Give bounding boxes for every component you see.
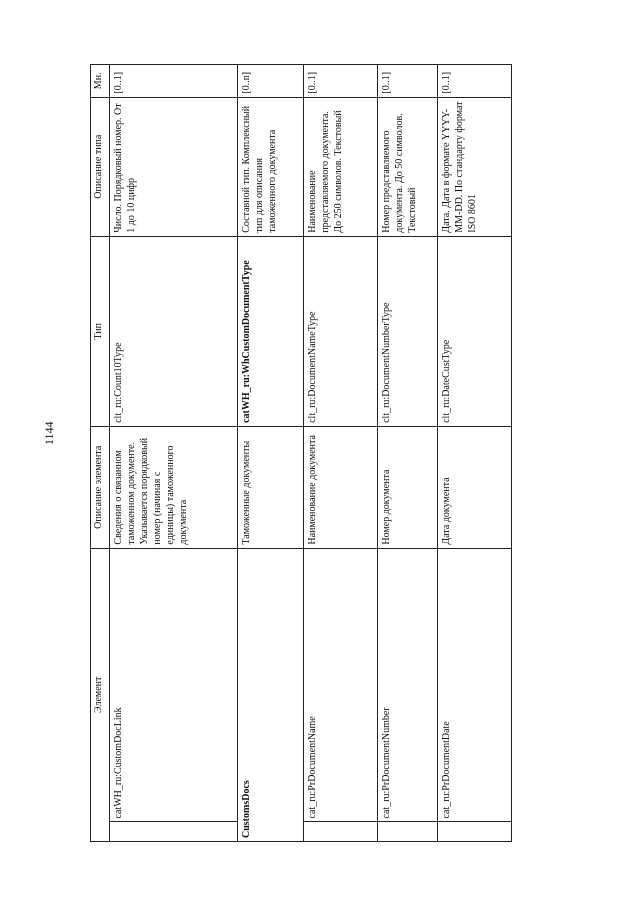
cell-type: clt_ru:DocumentNumberType [377, 236, 437, 426]
cell-type-desc: Число. Порядковый номер. От 1 до 10 цифр [110, 97, 238, 236]
indent-cell [303, 822, 377, 842]
cell-element-desc: Наименование документа [303, 426, 377, 548]
header-type: Тип [91, 236, 110, 426]
cell-type: clt_ru:DocumentNameType [303, 236, 377, 426]
cell-element: CustomsDocs [237, 548, 303, 841]
cell-element-desc: Дата документа [437, 426, 511, 548]
header-type-desc: Описание типа [91, 97, 110, 236]
cell-mn: [0..1] [377, 65, 437, 98]
table-row [110, 65, 238, 842]
cell-mn: [0..1] [110, 65, 238, 98]
header-element: Элемент [91, 548, 110, 841]
indent-cell [437, 822, 511, 842]
cell-element-desc: Таможенные документы [237, 426, 303, 548]
header-element-desc: Описание элемента [91, 426, 110, 548]
cell-element: cat_ru:PrDocumentDate [437, 548, 511, 822]
indent-cell [377, 822, 437, 842]
cell-type-desc: Составной тип. Комплексный тип для описания таможенного документа [237, 97, 303, 236]
table-row [377, 65, 437, 842]
cell-type-desc: Номер представляемого документа. До 50 символов. Текстовый [377, 97, 437, 236]
page-number: 1144 [42, 421, 56, 445]
cell-mn: [0..1] [437, 65, 511, 98]
cell-type: clt_ru:DateCustType [437, 236, 511, 426]
cell-mn: [0..1] [303, 65, 377, 98]
cell-element: catWH_ru:CustomDocLink [110, 548, 238, 822]
table-row [303, 65, 377, 842]
cell-type-desc: Дата. Дата в формате YYYY-MM-DD. По стандарту формат ISO 8601 [437, 97, 511, 236]
cell-element-desc: Номер документа [377, 426, 437, 548]
table-row [237, 65, 303, 842]
table-row [437, 65, 511, 842]
specification-table-wrapper [90, 64, 512, 842]
header-mn: Мн. [91, 65, 110, 98]
cell-type: catWH_ru:WhCustomDocumentType [237, 236, 303, 426]
cell-type: clt_ru:Count10Type [110, 236, 238, 426]
specification-table [90, 64, 512, 842]
cell-type-desc: Наименование представляемого документа. До 250 символов. Текстовый [303, 97, 377, 236]
cell-element: cat_ru:PrDocumentNumber [377, 548, 437, 822]
cell-element-desc: Сведения о связанном таможенном документе. Указывается порядковый номер (начиная с единицы) таможенного документа [110, 426, 238, 548]
table-header-row [91, 65, 110, 842]
cell-element: cat_ru:PrDocumentName [303, 548, 377, 822]
indent-cell [110, 822, 238, 842]
cell-mn: [0..n] [237, 65, 303, 98]
